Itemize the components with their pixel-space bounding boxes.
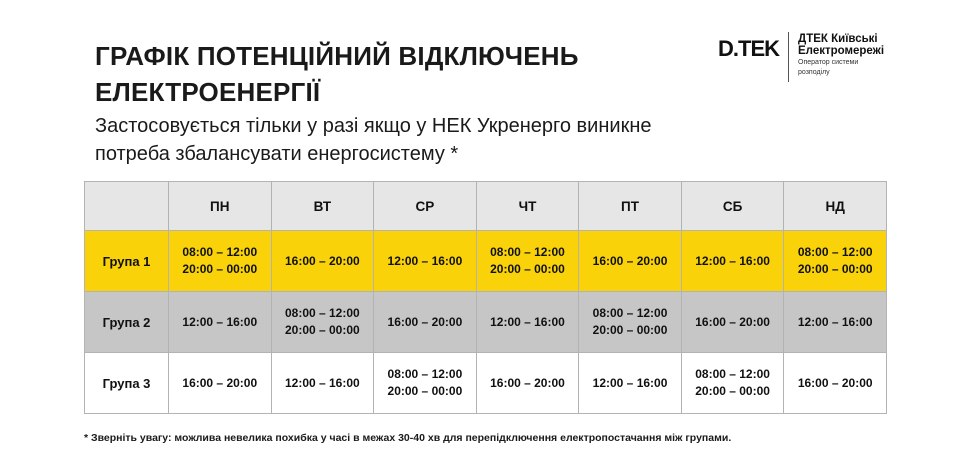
- time-slot: 20:00 – 00:00: [284, 323, 360, 337]
- day-header-sat: СБ: [681, 182, 784, 231]
- table-row-group-2: [85, 292, 887, 353]
- time-slot: 12:00 – 16:00: [182, 314, 258, 329]
- logo-mark: D.TEK: [718, 36, 779, 61]
- group-label: Група 1: [85, 231, 169, 292]
- schedule-cell-sun: [784, 292, 887, 353]
- time-slot: 12:00 – 16:00: [592, 375, 668, 390]
- schedule-cell-tue: [271, 292, 374, 353]
- time-slot: 20:00 – 00:00: [387, 384, 463, 398]
- group-label: Група 2: [85, 292, 169, 353]
- time-slot: 16:00 – 20:00: [490, 375, 565, 390]
- time-slot: 12:00 – 16:00: [797, 314, 873, 329]
- time-slot: 08:00 – 12:00: [797, 245, 873, 259]
- day-header-sun: НД: [784, 182, 887, 231]
- schedule-cell-sun: [784, 353, 887, 414]
- schedule-cell-sun: [784, 231, 887, 292]
- day-header-wed: СР: [374, 182, 477, 231]
- time-slot: 20:00 – 00:00: [797, 262, 873, 276]
- schedule-cell-thu: [476, 292, 579, 353]
- time-slot: 20:00 – 00:00: [490, 262, 565, 276]
- subtitle-line-1: Застосовується тільки у разі якщо у НЕК Укренерго виникне: [95, 115, 652, 137]
- day-header-fri: ПТ: [579, 182, 682, 231]
- corner-cell: [85, 182, 169, 231]
- outage-schedule-table: [84, 181, 887, 414]
- time-slot: 16:00 – 20:00: [592, 253, 668, 268]
- time-slot: 20:00 – 00:00: [695, 384, 770, 398]
- time-slot: 12:00 – 16:00: [695, 253, 770, 268]
- logo-divider: [788, 32, 789, 82]
- title-line-1: ГРАФІК ПОТЕНЦІЙНИЙ ВІДКЛЮЧЕНЬ: [95, 41, 579, 71]
- day-header-tue: ВТ: [271, 182, 374, 231]
- table-header-row: [85, 182, 887, 231]
- page-subtitle: [95, 112, 715, 168]
- time-slot: 16:00 – 20:00: [284, 253, 360, 268]
- schedule-cell-tue: [271, 231, 374, 292]
- time-slot: 08:00 – 12:00: [490, 245, 565, 259]
- schedule-cell-thu: [476, 353, 579, 414]
- schedule-cell-wed: [374, 353, 477, 414]
- time-slot: 08:00 – 12:00: [695, 367, 770, 381]
- logo-sub-line-1: Оператор системи: [798, 59, 859, 66]
- logo-sub-line-2: розподілу: [798, 69, 830, 76]
- time-slot: 08:00 – 12:00: [592, 306, 668, 320]
- time-slot: 08:00 – 12:00: [387, 367, 463, 381]
- time-slot: 12:00 – 16:00: [387, 253, 463, 268]
- time-slot: 16:00 – 20:00: [695, 314, 770, 329]
- time-slot: 08:00 – 12:00: [284, 306, 360, 320]
- logo-text: [798, 33, 884, 77]
- schedule-cell-fri: [579, 353, 682, 414]
- time-slot: 12:00 – 16:00: [490, 314, 565, 329]
- time-slot: 16:00 – 20:00: [182, 375, 258, 390]
- time-slot: 16:00 – 20:00: [387, 314, 463, 329]
- schedule-cell-sat: [681, 353, 784, 414]
- logo-brand-line-2: Електромережі: [798, 45, 885, 57]
- group-label: Група 3: [85, 353, 169, 414]
- time-slot: 12:00 – 16:00: [284, 375, 360, 390]
- time-slot: 08:00 – 12:00: [182, 245, 258, 259]
- schedule-cell-sat: [681, 231, 784, 292]
- subtitle-line-2: потреба збалансувати енергосистему *: [95, 143, 459, 165]
- logo-brand-line-1: ДТЕК Київські: [798, 33, 878, 45]
- table-row-group-3: [85, 353, 887, 414]
- time-slot: 16:00 – 20:00: [797, 375, 873, 390]
- schedule-cell-mon: [169, 292, 272, 353]
- day-header-thu: ЧТ: [476, 182, 579, 231]
- day-header-mon: ПН: [169, 182, 272, 231]
- schedule-cell-fri: [579, 292, 682, 353]
- schedule-cell-fri: [579, 231, 682, 292]
- title-line-2: ЕЛЕКТРОЕНЕРГІЇ: [95, 77, 321, 107]
- schedule-cell-mon: [169, 231, 272, 292]
- schedule-cell-mon: [169, 353, 272, 414]
- dtek-logo: [718, 28, 918, 98]
- time-slot: 20:00 – 00:00: [592, 323, 668, 337]
- schedule-cell-wed: [374, 231, 477, 292]
- schedule-cell-thu: [476, 231, 579, 292]
- table-row-group-1: [85, 231, 887, 292]
- schedule-cell-tue: [271, 353, 374, 414]
- page-title: [95, 38, 655, 110]
- schedule-cell-sat: [681, 292, 784, 353]
- time-slot: 20:00 – 00:00: [182, 262, 258, 276]
- schedule-cell-wed: [374, 292, 477, 353]
- footnote: * Зверніть увагу: можлива невелика похибка у часі в межах 30-40 хв для перепідключення електропостачання між групами.: [84, 432, 732, 444]
